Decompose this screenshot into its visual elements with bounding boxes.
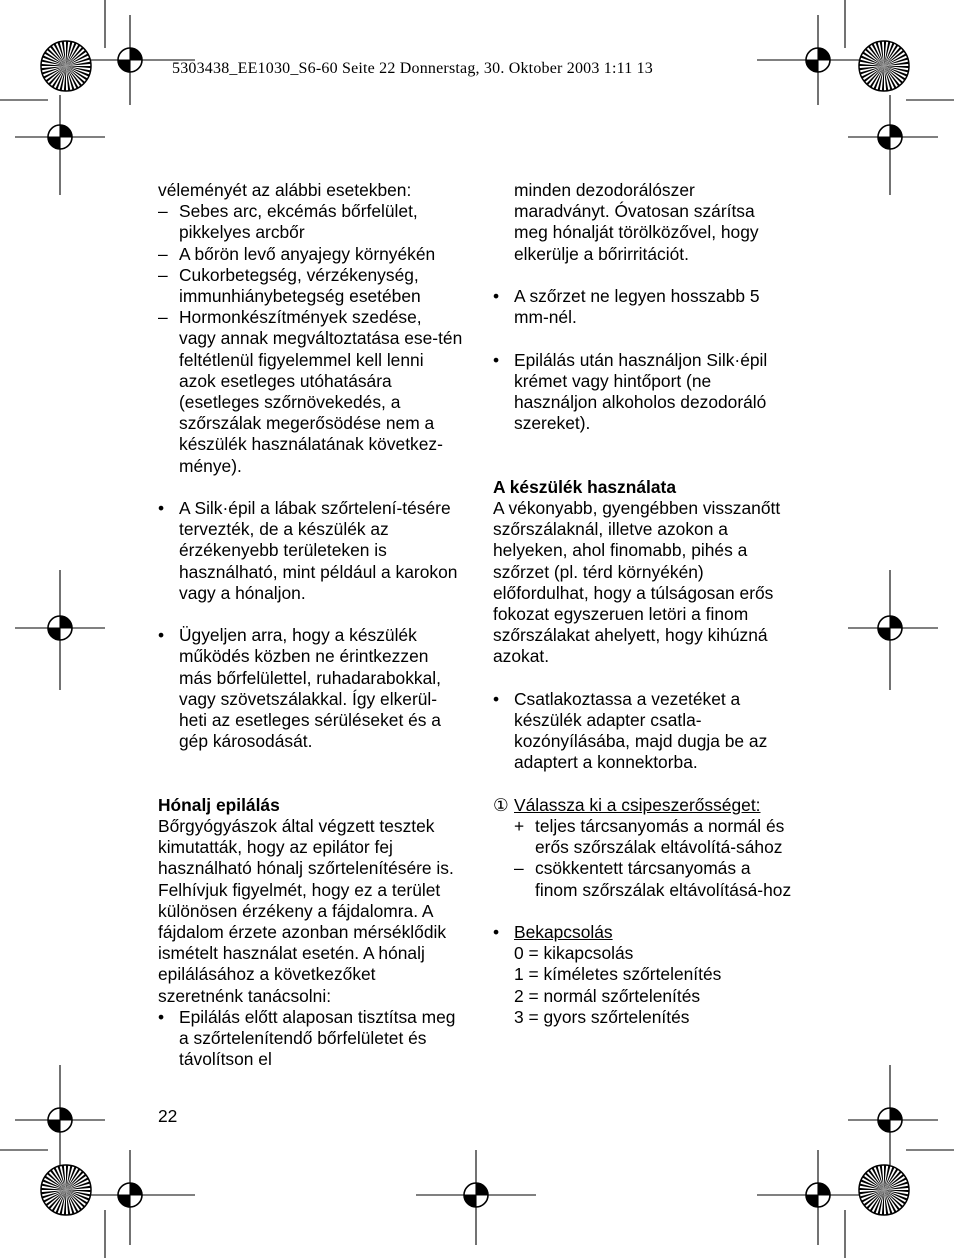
list-item: – A bőrön levő anyajegy környékén xyxy=(158,243,436,264)
list-item: – Cukorbetegség, vérzékenység, immunhiánybetegség esetében xyxy=(158,264,421,307)
starburst-target xyxy=(41,1165,91,1215)
bullet-item: • Csatlakoztassa a vezetéket a készülék adapter csatla-kozónyílásába, majd dugja be az adaptert a konnektorba. xyxy=(493,688,768,773)
bullet-item: • Ügyeljen arra, hogy a készülék működés közben ne érintkezzen más bőrfelülettel, ruhadarabokkal, vagy szövetszálakkal. Így elkerül-heti az esetleges sérüléseket és a gép károsodását. xyxy=(158,625,441,752)
bullet-item: • Epilálás után használjon Silk·épil krémet vagy hintőport (ne használjon alkoholos dezodoráló szereket). xyxy=(493,349,768,434)
page-number: 22 xyxy=(158,1106,178,1126)
switch-level: 2 = normál szőrtelenítés xyxy=(514,985,701,1006)
section-title: Hónalj epilálás xyxy=(158,794,280,815)
starburst-target xyxy=(41,41,91,91)
section-title: A készülék használata xyxy=(493,476,677,497)
step-heading: ① Válassza ki a csipeszerősséget: xyxy=(493,794,761,815)
bullet-item: • Epilálás előtt alaposan tisztítsa meg a szőrtelenítendő bőrfelületet és távolítson el xyxy=(158,1006,456,1070)
continuation-text: minden dezodorálószer maradványt. Óvatosan szárítsa meg hónalját törölközővel, hogy elkerülje a bőrirritációt. xyxy=(514,180,759,264)
print-header: 5303438_EE1030_S6-60 Seite 22 Donnerstag, 30. Oktober 2003 1:11 13 xyxy=(172,60,654,77)
right-column xyxy=(493,180,793,1028)
intro-text: véleményét az alábbi esetekben: xyxy=(158,180,412,200)
list-item: – Hormonkészítmények szedése, vagy annak megváltoztatása ese-tén feltétlenül figyelemmel kell lenni azok esetleges utóhatására (esetleges szőrnövekedés, a szőrszálak megerősödése nem a készülék használatának következ-ménye). xyxy=(158,307,463,476)
section-text: A vékonyabb, gyengébben visszanőtt szőrszálaknál, illetve azokon a helyeken, ahol finomabb, pihés a szőrzet (pl. térd környékén) előfordulhat, hogy a túlságosan erős fokozat egyszeruen letöri a finom szőrszálakat ahelyett, hogy kihúzná azokat. xyxy=(493,498,781,667)
bullet-item: • A szőrzet ne legyen hosszabb 5 mm-nél. xyxy=(493,286,760,328)
list-item: – Sebes arc, ekcémás bőrfelület, pikkelyes arcbőr xyxy=(158,201,418,243)
starburst-target xyxy=(859,41,909,91)
bullet-item: • A Silk·épil a lábak szőrtelení-tésére tervezték, de a készülék az érzékenyebb területeken is használható, mint például a karokon vagy a hónaljon. xyxy=(158,498,458,603)
switch-level: 0 = kikapcsolás xyxy=(514,943,634,964)
list-item: + teljes tárcsanyomás a normál és erős szőrszálak eltávolítá-sához xyxy=(514,816,785,858)
left-column xyxy=(158,180,463,1070)
section-text: Bőrgyógyászok által végzett tesztek kimutatták, hogy az epilátor fej használható hónalj szőrtelenítésére is. Felhívjuk figyelmét, hogy ez a terület különösen érzékeny a fájdalomra. A fájdalom érzete azonban mérséklődik ismételt használat esetén. A hónalj epilálásához a következőket szeretnénk tanácsolni: xyxy=(158,816,454,1006)
list-item: – csökkentett tárcsanyomás a finom szőrszálak eltávolításá-hoz xyxy=(514,858,792,900)
switch-level: 1 = kíméletes szőrtelenítés xyxy=(514,964,722,985)
switch-level: 3 = gyors szőrtelenítés xyxy=(514,1006,690,1027)
bullet-item: • Bekapcsolás xyxy=(493,922,613,943)
starburst-target xyxy=(859,1165,909,1215)
